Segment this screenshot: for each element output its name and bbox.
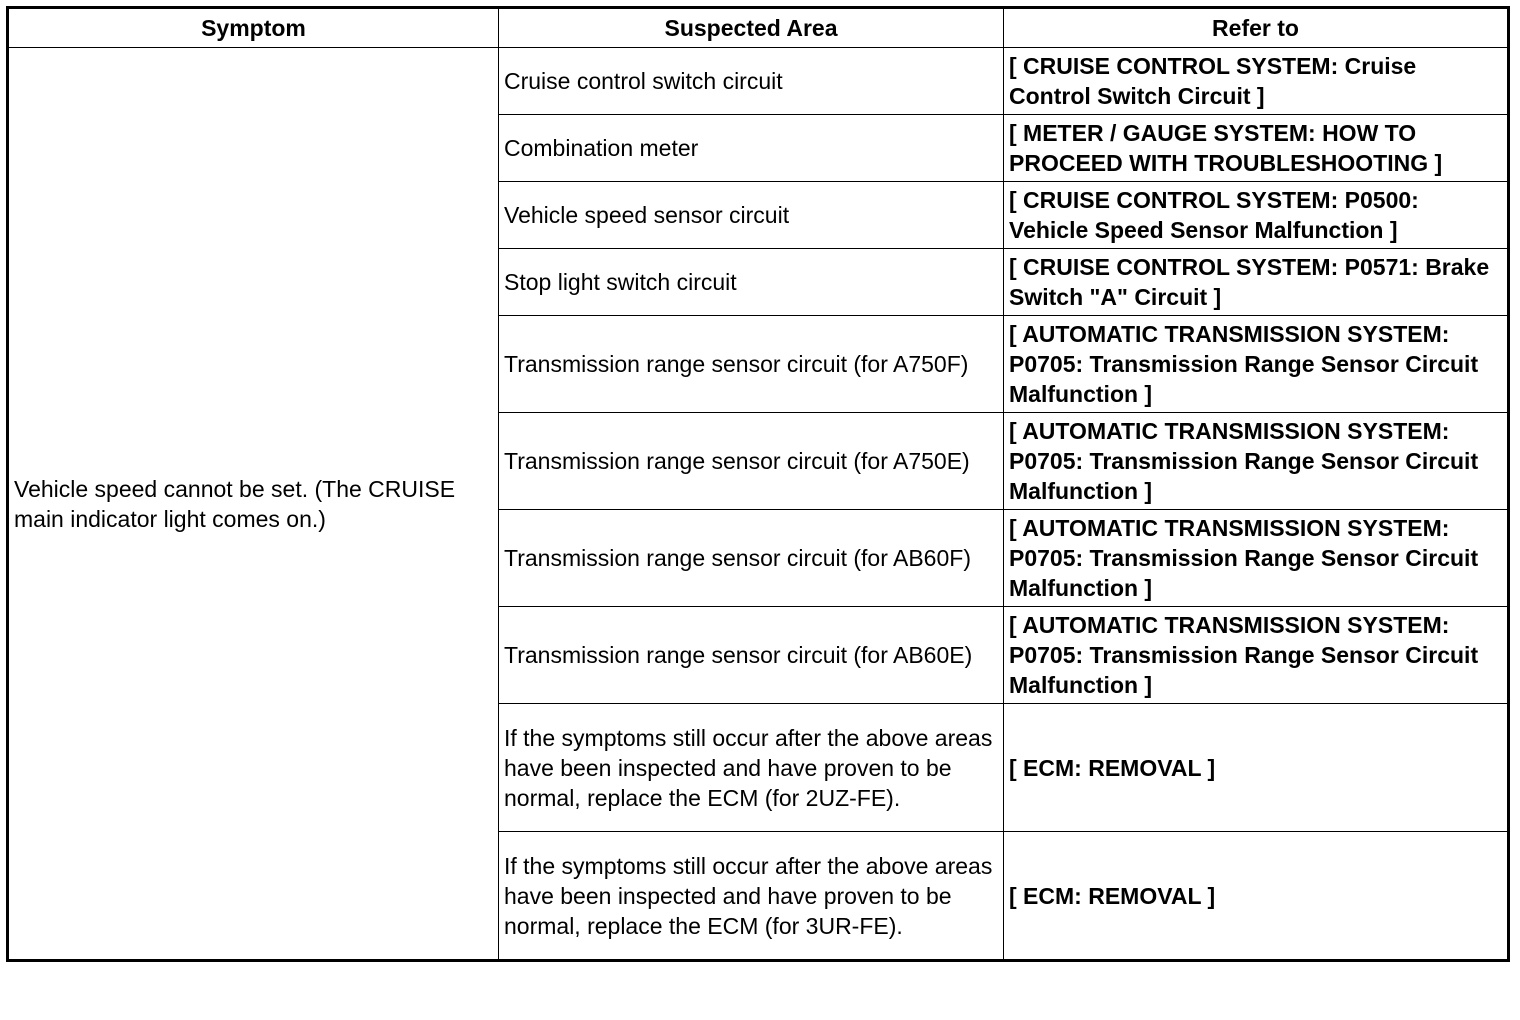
- refer-to-link[interactable]: [ CRUISE CONTROL SYSTEM: P0500: Vehicle Speed Sensor Malfunction ]: [1004, 182, 1509, 249]
- refer-to-link[interactable]: [ ECM: REMOVAL ]: [1004, 704, 1509, 832]
- header-suspected-area: Suspected Area: [499, 8, 1004, 48]
- suspected-area-cell: Cruise control switch circuit: [499, 48, 1004, 115]
- suspected-area-cell: Transmission range sensor circuit (for A750E): [499, 413, 1004, 510]
- suspected-area-cell: Transmission range sensor circuit (for A750F): [499, 316, 1004, 413]
- refer-to-link[interactable]: [ AUTOMATIC TRANSMISSION SYSTEM: P0705: Transmission Range Sensor Circuit Malfunction ]: [1004, 316, 1509, 413]
- header-symptom: Symptom: [8, 8, 499, 48]
- refer-to-link[interactable]: [ CRUISE CONTROL SYSTEM: P0571: Brake Switch "A" Circuit ]: [1004, 249, 1509, 316]
- table-row: [8, 48, 1509, 115]
- suspected-area-cell: Transmission range sensor circuit (for AB60E): [499, 607, 1004, 704]
- suspected-area-cell: Stop light switch circuit: [499, 249, 1004, 316]
- suspected-area-cell: If the symptoms still occur after the above areas have been inspected and have proven to be normal, replace the ECM (for 3UR-FE).: [499, 832, 1004, 961]
- refer-to-link[interactable]: [ AUTOMATIC TRANSMISSION SYSTEM: P0705: Transmission Range Sensor Circuit Malfunction ]: [1004, 413, 1509, 510]
- header-row: [8, 8, 1509, 48]
- header-refer-to: Refer to: [1004, 8, 1509, 48]
- refer-to-link[interactable]: [ CRUISE CONTROL SYSTEM: Cruise Control Switch Circuit ]: [1004, 48, 1509, 115]
- suspected-area-cell: Transmission range sensor circuit (for AB60F): [499, 510, 1004, 607]
- suspected-area-cell: If the symptoms still occur after the above areas have been inspected and have proven to be normal, replace the ECM (for 2UZ-FE).: [499, 704, 1004, 832]
- suspected-area-cell: Combination meter: [499, 115, 1004, 182]
- symptom-cell: Vehicle speed cannot be set. (The CRUISE main indicator light comes on.): [8, 48, 499, 961]
- refer-to-link[interactable]: [ METER / GAUGE SYSTEM: HOW TO PROCEED WITH TROUBLESHOOTING ]: [1004, 115, 1509, 182]
- refer-to-link[interactable]: [ AUTOMATIC TRANSMISSION SYSTEM: P0705: Transmission Range Sensor Circuit Malfunction ]: [1004, 510, 1509, 607]
- refer-to-link[interactable]: [ ECM: REMOVAL ]: [1004, 832, 1509, 961]
- troubleshooting-table: [6, 6, 1510, 962]
- refer-to-link[interactable]: [ AUTOMATIC TRANSMISSION SYSTEM: P0705: Transmission Range Sensor Circuit Malfunction ]: [1004, 607, 1509, 704]
- suspected-area-cell: Vehicle speed sensor circuit: [499, 182, 1004, 249]
